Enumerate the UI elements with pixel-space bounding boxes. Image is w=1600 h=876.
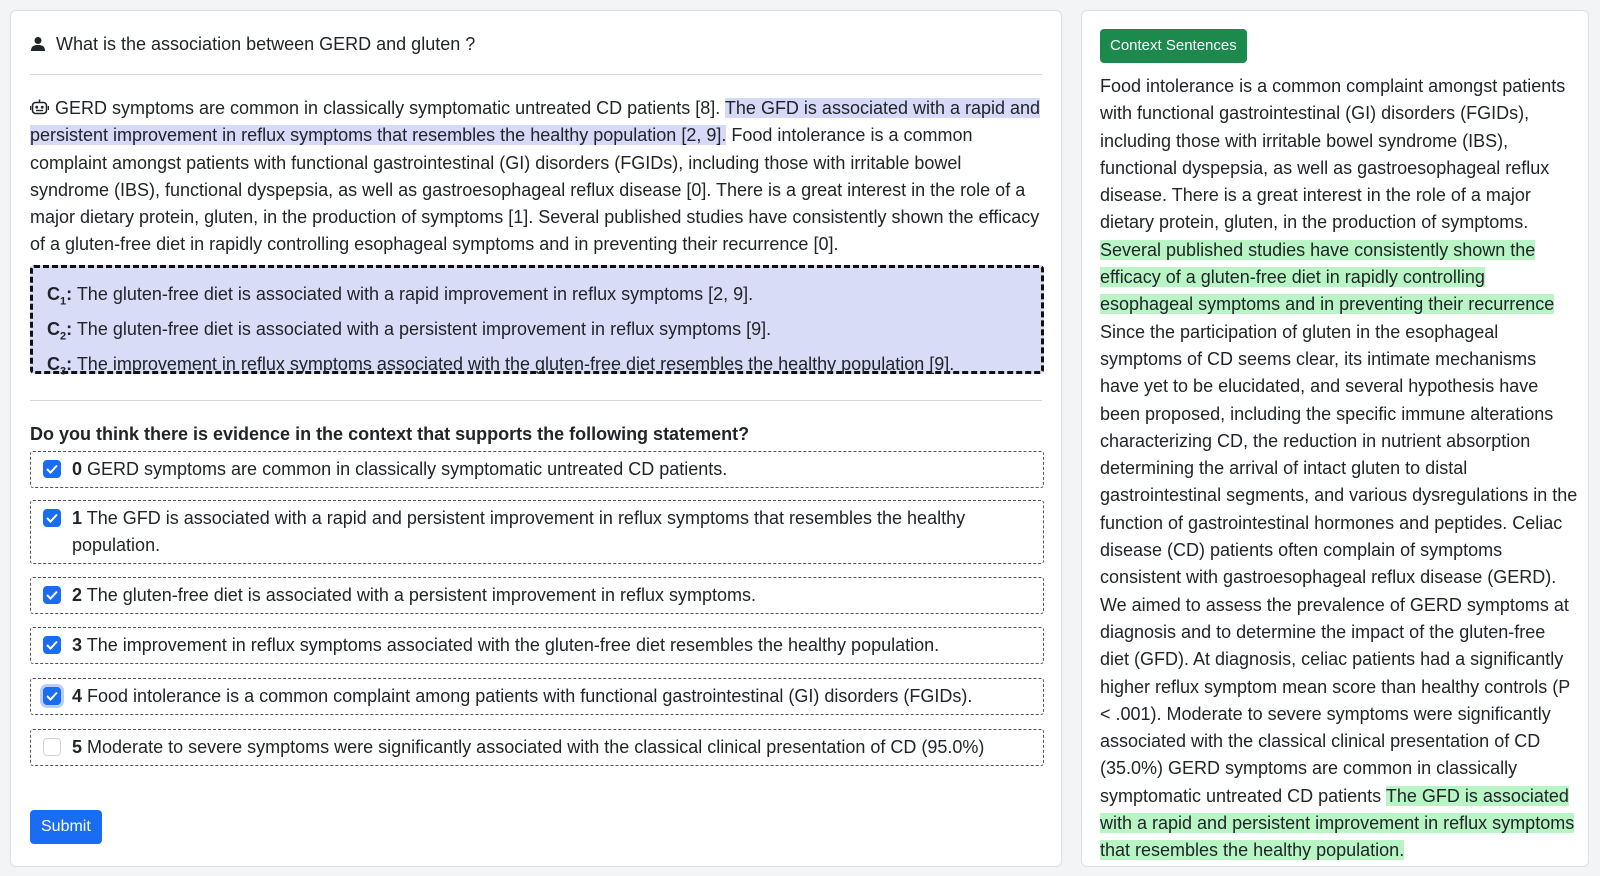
question-row (30, 31, 1042, 57)
claim-item: $C_3$: The improvement in reflux symptoms associated with the gluten-free diet resembles the healthy population [9]. (47, 354, 955, 378)
checkbox-unchecked[interactable] (43, 738, 61, 756)
claim-label: $C_3$: (47, 354, 73, 378)
option-1[interactable]: 1 The GFD is associated with a rapid and persistent improvement in reflux symptoms that resembles the healthy population. (30, 500, 1044, 564)
claims-box (30, 265, 1044, 378)
question-text: What is the association between GERD and gluten ? (56, 34, 476, 54)
divider (30, 400, 1042, 401)
option-5[interactable]: 5 Moderate to severe symptoms were significantly associated with the classical clinical presentation of CD (95.0%) (30, 729, 1044, 766)
context-highlight: Several published studies have consistently shown the efficacy of a gluten-free diet in rapidly controlling esophageal symptoms and in preventing their recurrence (1100, 239, 1555, 315)
context-highlight: The GFD is associated with a rapid and persistent improvement in reflux symptoms that resembles the healthy population. (1100, 785, 1575, 861)
answer-sentence-3: Food intolerance is a common complaint amongst patients with functional gastrointestinal (GI) disorders (FGIDs), including those with irritable bowel syndrome (IBS), functional dyspepsia, as well as gastroesophageal reflux disease [0]. There is a great interest in the role of a major dietary protein, gluten, in the production of symptoms [1]. Several published studies have consistently shown the efficacy of a gluten-free diet in rapidly controlling esophageal symptoms and in preventing their recurrence [0]. (30, 125, 1040, 255)
option-3[interactable]: 3 The improvement in reflux symptoms associated with the gluten-free diet resembles the healthy population. (30, 627, 1044, 664)
user-icon (30, 36, 46, 52)
check-icon (46, 691, 58, 701)
check-icon (46, 640, 58, 650)
option-0[interactable]: 0 GERD symptoms are common in classically symptomatic untreated CD patients. (30, 451, 1044, 488)
checkbox-checked[interactable] (43, 509, 61, 527)
claim-item: $C_1$: The gluten-free diet is associated with a rapid improvement in reflux symptoms [2, 9]. (47, 284, 754, 308)
answer-highlight: The GFD is associated with a rapid and persistent improvement in reflux symptoms that resembles the healthy population [2, 9]. (30, 98, 1041, 146)
claim-label: $C_2$: (47, 319, 73, 343)
submit-button[interactable]: Submit (30, 810, 102, 844)
check-icon (46, 464, 58, 474)
checkbox-checked[interactable] (43, 460, 61, 478)
check-icon (46, 513, 58, 523)
option-2[interactable]: 2 The gluten-free diet is associated with a persistent improvement in reflux symptoms. (30, 577, 1044, 614)
check-icon (46, 590, 58, 600)
checkbox-checked[interactable] (43, 687, 61, 705)
context-panel (1081, 10, 1589, 867)
option-4[interactable]: 4 Food intolerance is a common complaint among patients with functional gastrointestinal (GI) disorders (FGIDs). (30, 678, 1044, 715)
robot-icon (30, 99, 49, 117)
answer-text (30, 95, 1044, 259)
answer-sentence-1: GERD symptoms are common in classically symptomatic untreated CD patients [8]. (55, 98, 721, 118)
divider (30, 74, 1042, 75)
evidence-prompt: Do you think there is evidence in the context that supports the following statement? (30, 424, 750, 444)
claim-label: $C_1$: (47, 284, 73, 308)
claim-item: $C_2$: The gluten-free diet is associated with a persistent improvement in reflux symptoms [9]. (47, 319, 772, 343)
checkbox-checked[interactable] (43, 636, 61, 654)
qa-panel (10, 10, 1062, 867)
checkbox-checked[interactable] (43, 586, 61, 604)
context-sentences-button[interactable]: Context Sentences (1100, 29, 1247, 63)
context-text: Food intolerance is a common complaint amongst patients with functional gastrointestinal (GI) disorders (FGIDs), including those with irritable bowel syndrome (IBS), functional dyspepsia, as well as gastroesophageal reflux disease. There is a great interest in the role of a major dietary protein, gluten, in the production of symptoms. Several published studies have consistently shown the efficacy of a gluten-free diet in rapidly controlling esophageal symptoms and in preventing their recurrence Since the participation of gluten in the esophageal symptoms of CD seems clear, its intimate mechanisms have yet to be elucidated, and several hypothesis have been proposed, including the specific immune alterations characterizing CD, the reduction in nutrient absorption determining the arrival of intact gluten to distal gastrointestinal segments, and various dysregulations in the function of gastrointestinal hormones and peptides. Celiac disease (CD) patients often complain of symptoms consistent with gastroesophageal reflux disease (GERD). We aimed to assess the prevalence of GERD symptoms at diagnosis and to determine the impact of the gluten-free diet (GFD). At diagnosis, celiac patients had a significantly higher reflux symptom mean score than healthy controls (P < .001). Moderate to severe symptoms were significantly associated with the classical clinical presentation of CD (35.0%) GERD symptoms are common in classically symptomatic untreated CD patients The GFD is associated with a rapid and persistent improvement in reflux symptoms that resembles the healthy population. (1100, 76, 1578, 861)
